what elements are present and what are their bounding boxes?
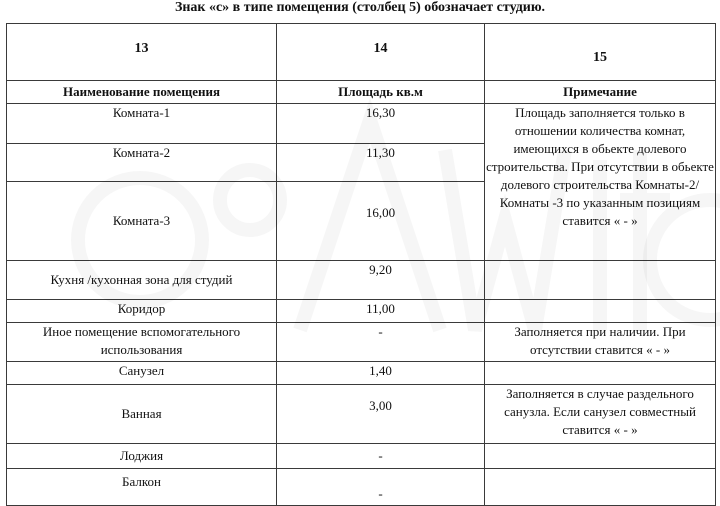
room-note: [485, 261, 716, 300]
room-area: 16,00: [277, 182, 485, 261]
room-name: Лоджия: [7, 444, 277, 469]
table-row: [7, 300, 716, 323]
column-number-15: 15: [485, 24, 716, 81]
table-row: [7, 362, 716, 385]
table-row: [7, 261, 716, 300]
column-number-14: 14: [277, 24, 485, 81]
room-area: -: [277, 444, 485, 469]
room-note: Заполняется при наличии. При отсутствии ставится « - »: [485, 323, 716, 362]
header-row: [7, 81, 716, 104]
room-note: [485, 362, 716, 385]
room-name: Комната-1: [7, 104, 277, 144]
room-name: Кухня /кухонная зона для студий: [7, 261, 277, 300]
room-area: -: [277, 323, 485, 362]
room-area: 3,00: [277, 385, 485, 444]
room-name: Коридор: [7, 300, 277, 323]
room-name: Ванная: [7, 385, 277, 444]
room-note: [485, 300, 716, 323]
room-name: Комната-3: [7, 182, 277, 261]
table-row: [7, 323, 716, 362]
document-caption: Знак «с» в типе помещения (столбец 5) обозначает студию.: [174, 0, 546, 15]
table-row: [7, 104, 716, 144]
table-row: [7, 385, 716, 444]
room-note: Заполняется в случае раздельного санузла. Если санузел совместный ставится « - »: [485, 385, 716, 444]
room-area: 1,40: [277, 362, 485, 385]
room-area: -: [277, 469, 485, 506]
room-area: 11,00: [277, 300, 485, 323]
rooms-table: [6, 23, 716, 506]
room-area: 16,30: [277, 104, 485, 144]
room-note: [485, 444, 716, 469]
room-area: 9,20: [277, 261, 485, 300]
header-room-name: Наименование помещения: [7, 81, 277, 104]
room-name: Иное помещение вспомогательного использования: [7, 323, 277, 362]
column-number-row: [7, 24, 716, 81]
rooms-note: Площадь заполняется только в отношении количества комнат, имеющихся в обьекте долевого строительства. При отсутствии в обьекте долевого строительства Комнаты-2/ Комнаты -3 по указанным позициям ставится « - »: [485, 104, 716, 261]
room-area: 11,30: [277, 144, 485, 182]
table-row: [7, 444, 716, 469]
room-name: Комната-2: [7, 144, 277, 182]
room-name: Балкон: [7, 469, 277, 506]
column-number-13: 13: [7, 24, 277, 81]
room-name: Санузел: [7, 362, 277, 385]
header-area: Площадь кв.м: [277, 81, 485, 104]
header-note: Примечание: [485, 81, 716, 104]
